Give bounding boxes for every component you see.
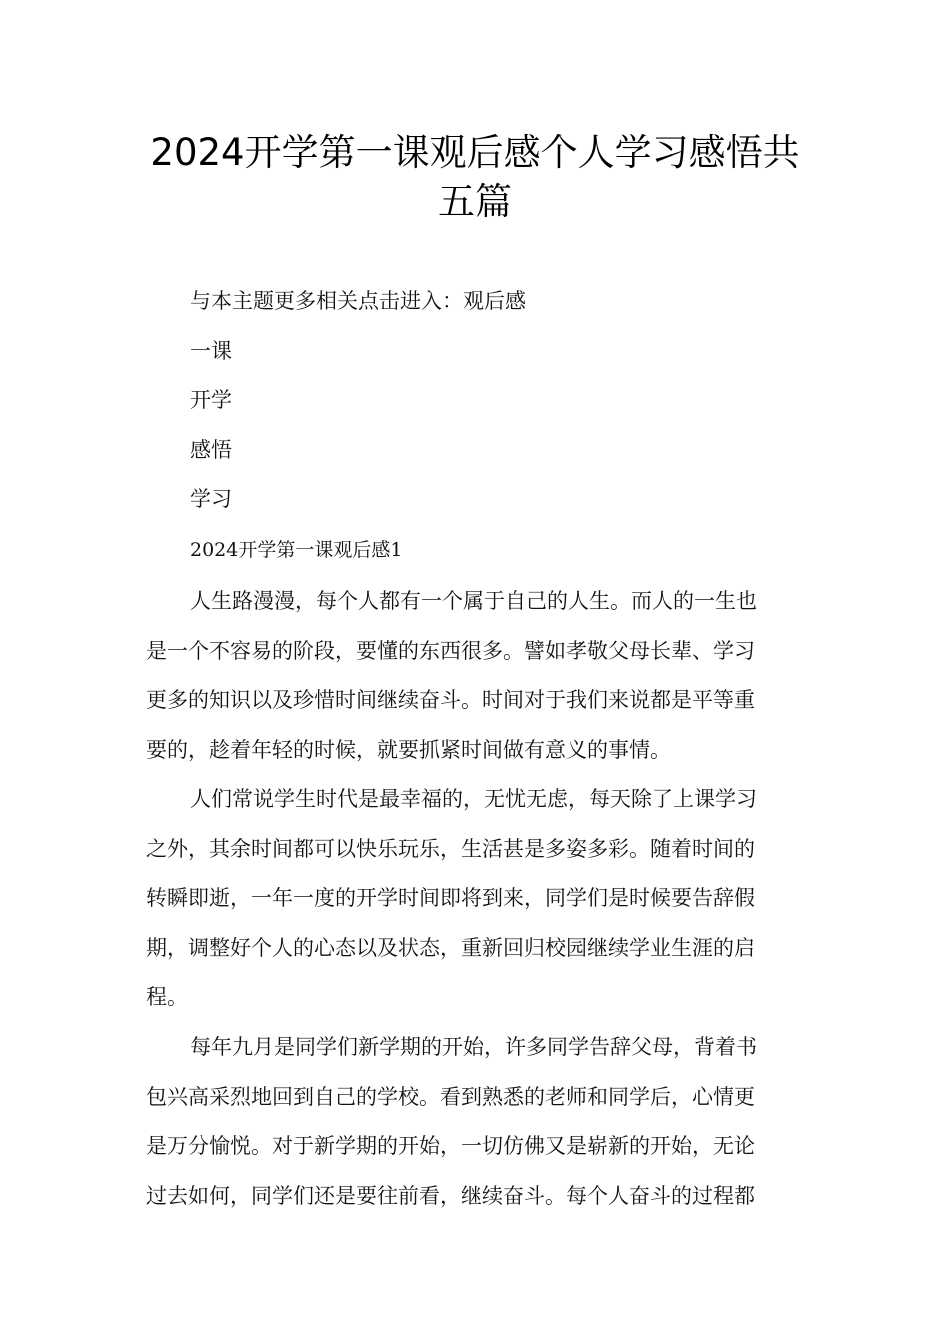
paragraph-line: 转瞬即逝，一年一度的开学时间即将到来，同学们是时候要告辞假 — [146, 886, 755, 910]
tag-item[interactable]: 开学 — [190, 388, 232, 412]
paragraph — [146, 775, 811, 1023]
paragraph-line: 更多的知识以及珍惜时间继续奋斗。时间对于我们来说都是平等重 — [146, 688, 755, 712]
paragraph-line: 要的，趁着年轻的时候，就要抓紧时间做有意义的事情。 — [146, 737, 671, 762]
paragraph — [146, 1023, 811, 1221]
paragraph-line: 之外，其余时间都可以快乐玩乐，生活甚是多姿多彩。随着时间的 — [146, 836, 755, 861]
paragraph-line: 期，调整好个人的心态以及状态，重新回归校园继续学业生涯的启 — [146, 935, 755, 960]
paragraph-line: 是万分愉悦。对于新学期的开始，一切仿佛又是崭新的开始，无论 — [146, 1134, 755, 1158]
paragraph-line: 每年九月是同学们新学期的开始，许多同学告辞父母，背着书 — [190, 1035, 757, 1059]
paragraph-line: 是一个不容易的阶段，要懂的东西很多。譬如孝敬父母长辈、学习 — [146, 638, 755, 663]
paragraph-line: 人生路漫漫，每个人都有一个属于自己的人生。而人的一生也 — [190, 589, 757, 613]
paragraph-line: 过去如何，同学们还是要往前看，继续奋斗。每个人奋斗的过程都 — [146, 1183, 755, 1208]
paragraph-line: 程。 — [146, 985, 188, 1009]
paragraph — [146, 577, 811, 775]
title-line-1: 2024开学第一课观后感个人学习感悟共 — [150, 131, 800, 174]
tag-item[interactable]: 学习 — [190, 487, 232, 511]
paragraph-line: 包兴高采烈地回到自己的学校。看到熟悉的老师和同学后，心情更 — [146, 1084, 755, 1109]
section-heading: 2024开学第一课观后感1 — [190, 539, 403, 561]
document-title — [120, 128, 830, 226]
tag-item[interactable]: 感悟 — [190, 438, 232, 462]
paragraph-line: 人们常说学生时代是最幸福的，无忧无虑，每天除了上课学习 — [190, 787, 757, 811]
title-line-2: 五篇 — [438, 180, 512, 223]
related-topic-link[interactable]: 与本主题更多相关点击进入：观后感 — [190, 289, 526, 313]
tag-item[interactable]: 一课 — [190, 339, 232, 363]
